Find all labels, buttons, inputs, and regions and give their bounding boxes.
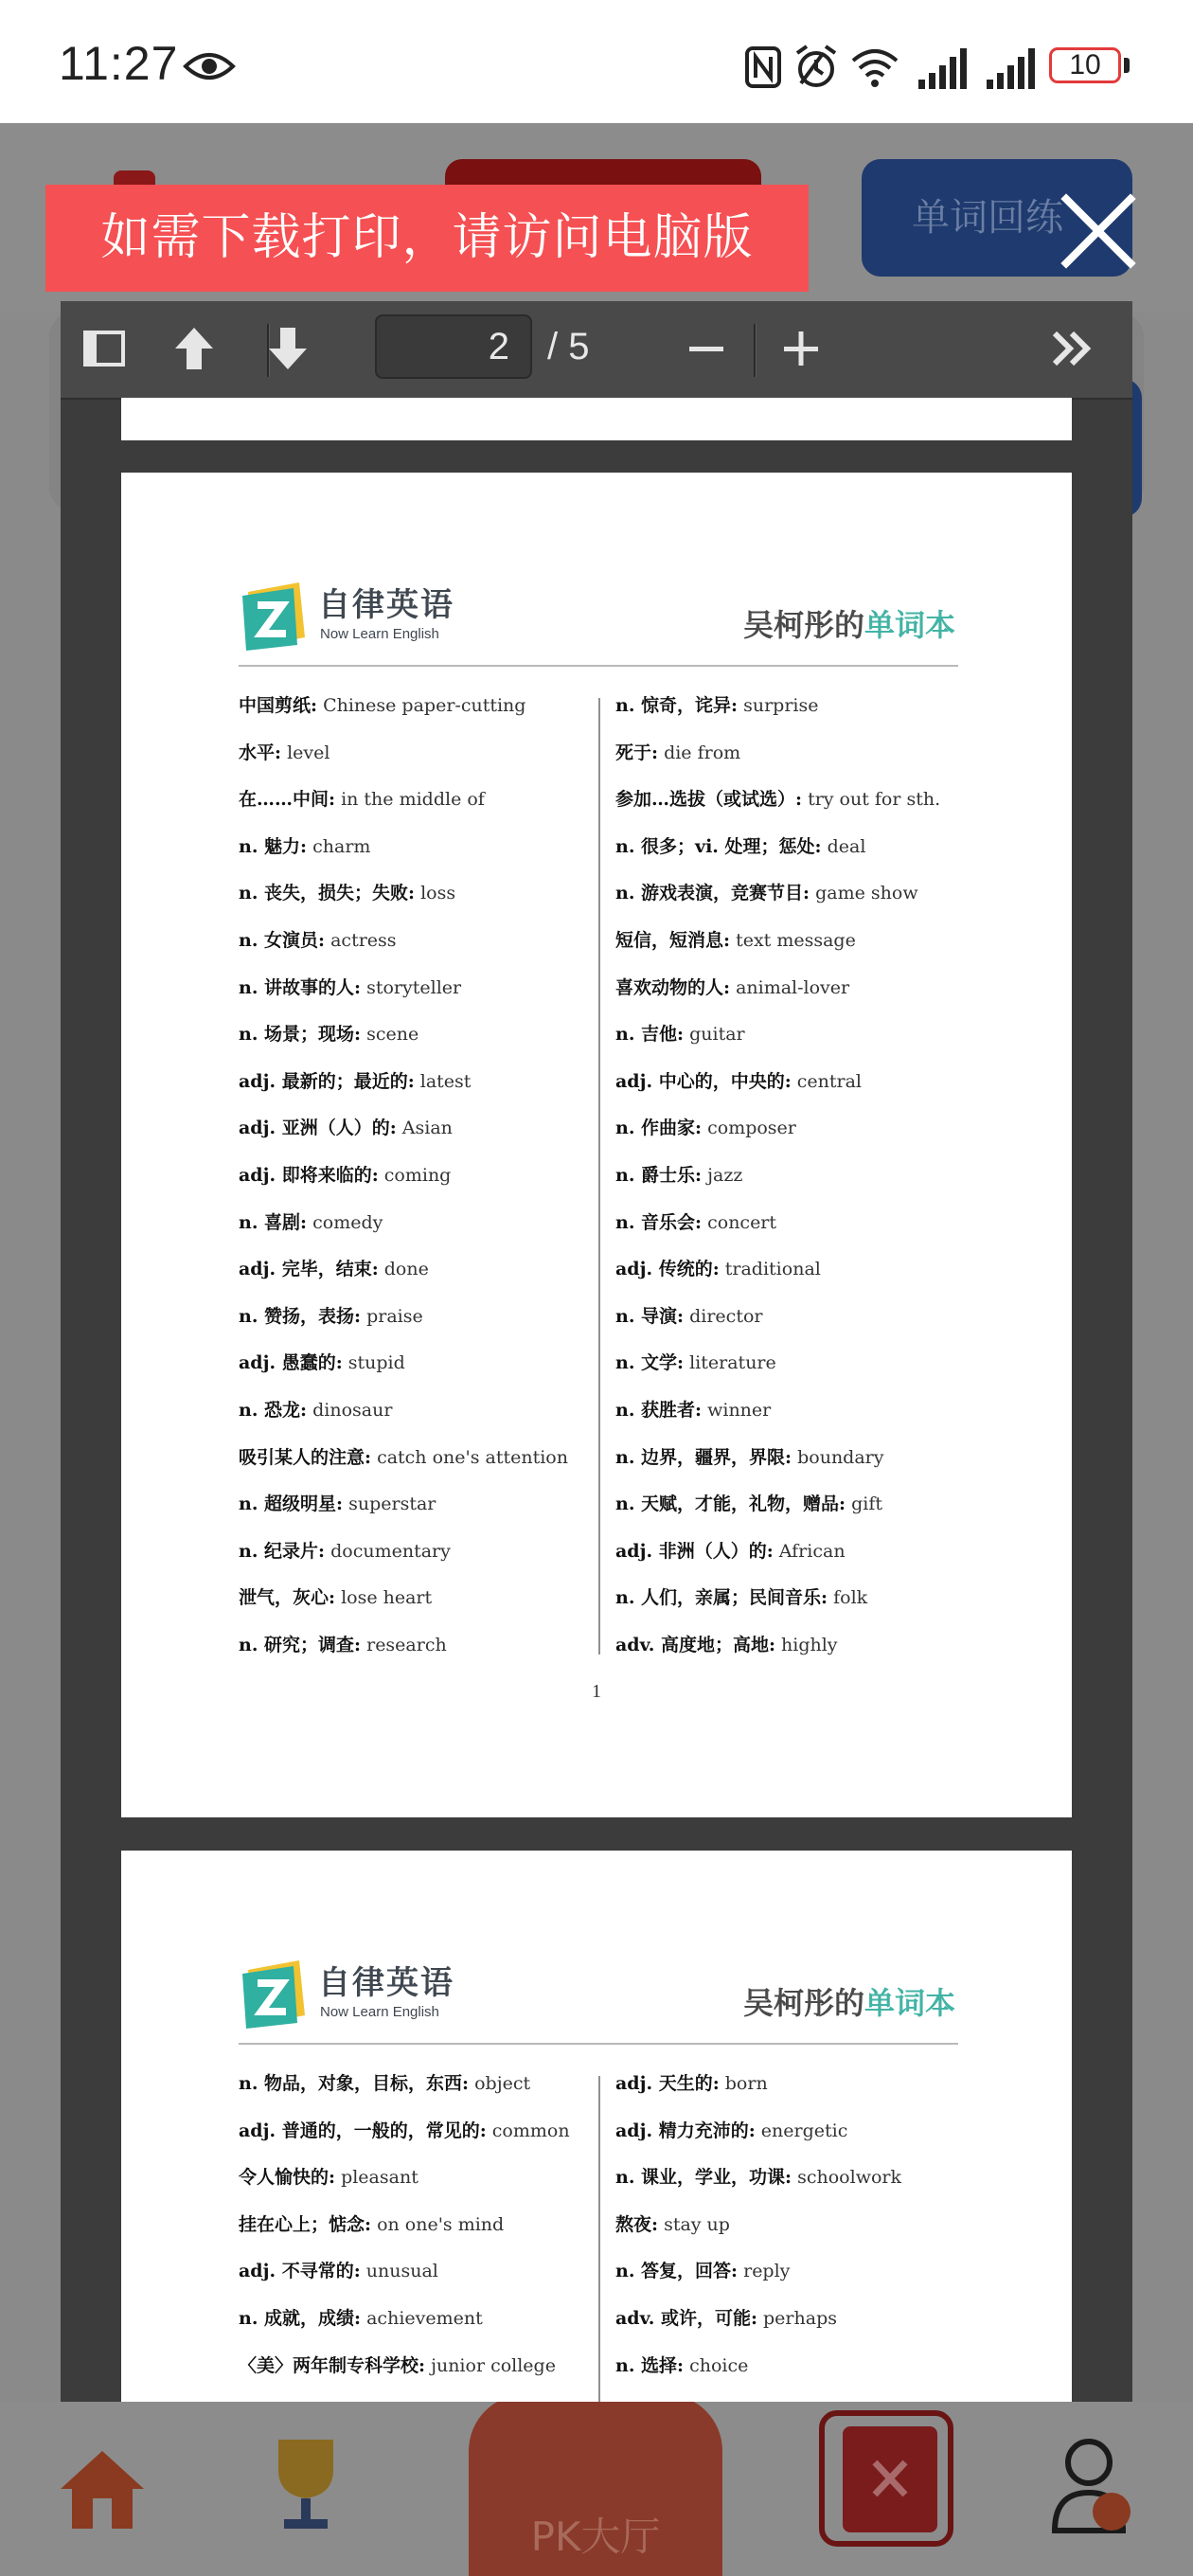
pdf-toolbar [61,301,1132,400]
vocab-word: loss [420,883,456,904]
eye-icon [183,49,236,83]
brand-logo [239,1955,466,2032]
header-rule [239,665,958,667]
vocab-entry [615,2061,1032,2108]
column-divider [598,698,600,1655]
vocab-meaning: adj. 精力充沛的: [615,2120,756,2141]
download-notice-banner: 如需下载打印，请访问电脑版 [45,185,809,292]
vocab-word: central [796,1070,863,1092]
pk-hall-label: PK大厅 [530,2513,661,2560]
vocab-meaning: 参加…选拔（或试选）: [615,789,803,811]
wordbook-label: 单词本 [864,607,955,643]
vocab-entry [239,1059,589,1106]
vocab-entry [239,1575,589,1622]
vocab-word: dinosaur [312,1399,393,1421]
vocab-meaning: 熬夜: [615,2213,659,2235]
vocab-column-right [615,683,1032,1669]
page-total: / 5 [547,326,590,367]
wordbook-label: 单词本 [864,1985,955,2021]
vocab-word: boundary [797,1446,884,1468]
vocab-entry [615,1435,1032,1482]
profile-icon[interactable] [1047,2432,1138,2538]
pdf-page-next [121,1851,1072,2402]
vocab-entry [239,1481,589,1529]
vocab-entry [615,2248,1032,2296]
vocab-word: junior college [431,2354,556,2376]
vocab-word: unusual [365,2261,438,2282]
vocab-entry [615,1105,1032,1153]
pdf-viewer [61,301,1132,2402]
vocab-meaning: n. 导演: [615,1305,685,1327]
vocab-word: storyteller [366,976,462,998]
vocab-meaning: n. 恐龙: [239,1399,308,1421]
vocab-word: pleasant [341,2167,418,2189]
vocab-word: stupid [347,1352,405,1374]
signal-icon [985,44,1036,91]
vocab-meaning: 泄气，灰心: [239,1587,336,1609]
vocab-entry [239,1622,589,1670]
vocab-word: coming [383,1164,452,1186]
header-rule [239,2043,958,2045]
vocab-meaning: n. 女演员: [239,929,326,951]
zoom-in-icon[interactable] [773,320,829,377]
vocab-word: done [383,1259,429,1280]
vocab-entry [239,1529,589,1576]
vocab-entry [615,1294,1032,1341]
brand-logo [239,577,466,654]
brand-name: 自律英语 [318,586,454,624]
wordbook-icon[interactable] [816,2407,956,2549]
vocab-entry [239,777,589,824]
pk-hall-tab[interactable] [469,2394,722,2576]
vocab-meaning: n. 惊奇，诧异: [615,695,739,716]
vocab-word: energetic [760,2120,848,2141]
vocab-word: die from [664,742,741,763]
vocab-word: reply [743,2261,791,2282]
vocab-meaning: adj. 愚蠢的: [239,1352,343,1374]
vocab-entry [239,2343,589,2390]
nfc-icon [744,44,782,91]
vocab-entry [239,965,589,1012]
vocab-meaning: 死于: [615,742,659,763]
vocab-meaning: n. 作曲家: [615,1118,703,1139]
vocab-meaning: 挂在心上；惦念: [239,2213,372,2235]
vocab-meaning: 喜欢动物的人: [615,976,731,998]
vocab-entry [615,870,1032,918]
vocab-entry [615,1575,1032,1622]
vocab-entry [239,1246,589,1294]
vocab-meaning: adj. 完毕，结束: [239,1259,379,1280]
vocab-meaning: n. 魅力: [239,835,308,857]
vocab-entry [239,1200,589,1247]
vocab-word: research [366,1634,447,1655]
vocab-entry [239,683,589,730]
vocab-entry [615,2296,1032,2343]
status-bar [0,0,1193,123]
status-time: 11:27 [59,37,179,90]
brand-tagline: Now Learn English [320,2004,439,2020]
previous-page-icon[interactable] [166,320,223,377]
vocab-meaning: n. 音乐会: [615,1211,703,1233]
vocab-meaning: n. 讲故事的人: [239,976,362,998]
vocab-column-right [615,2061,1032,2389]
vocab-meaning: n. 边界，疆界，界限: [615,1446,792,1468]
vocab-entry [239,730,589,778]
vocab-meaning: adv. 或许，可能: [615,2307,757,2329]
vocab-entry [615,1622,1032,1670]
vocab-word: documentary [330,1540,451,1562]
vocab-entry [615,1529,1032,1576]
vocab-word: literature [689,1352,776,1374]
vocab-entry [615,2155,1032,2202]
vocab-meaning: n. 丧失，损失；失败: [239,883,416,904]
vocab-word: Asian [401,1118,453,1139]
vocab-meaning: adj. 传统的: [615,1259,720,1280]
vocab-word: African [778,1540,846,1562]
wifi-icon [850,44,899,91]
vocab-word: catch one's attention [377,1446,568,1468]
vocab-meaning: 中国剪纸: [239,695,318,716]
z-logo-icon [239,1957,309,2030]
next-page-icon[interactable] [259,320,316,377]
close-icon[interactable] [1059,191,1138,271]
vocab-word: try out for sth. [808,789,941,811]
vocab-word: choice [689,2354,749,2376]
vocab-word: on one's mind [377,2213,505,2235]
vocab-entry [239,1435,589,1482]
vocab-entry [239,1294,589,1341]
wordbook-owner [743,1979,955,2023]
vocab-entry [239,2061,589,2108]
pdf-page-previous [121,398,1072,440]
vocab-entry [239,1340,589,1387]
vocab-entry [615,2343,1032,2390]
vocab-meaning: adj. 天生的: [615,2073,720,2094]
vocab-word: lose heart [341,1587,433,1609]
vocab-meaning: 〈美〉两年制专科学校: [239,2354,426,2376]
column-divider [598,2076,600,2402]
vocab-meaning: adj. 中心的，中央的: [615,1070,792,1092]
vocab-entry [615,683,1032,730]
vocab-meaning: n. 场景；现场: [239,1024,362,1046]
vocab-word: folk [833,1587,868,1609]
vocab-meaning: n. 赞扬，表扬: [239,1305,362,1327]
vocab-meaning: n. 物品，对象，目标，东西: [239,2073,470,2094]
vocab-word: stay up [664,2213,730,2235]
vocab-meaning: 水平: [239,742,282,763]
vocab-entry [615,1387,1032,1435]
vocab-entry [615,918,1032,965]
vocab-word: concert [707,1211,777,1233]
vocab-word: Chinese paper-cutting [323,695,526,716]
vocab-meaning: n. 选择: [615,2354,685,2376]
vocab-entry [615,1200,1032,1247]
vocab-word: highly [781,1634,838,1655]
wordbook-owner [743,601,955,645]
more-tools-icon[interactable] [1045,320,1102,377]
vocab-entry [615,2202,1032,2249]
vocab-word: traditional [724,1259,821,1280]
vocab-meaning: adj. 不寻常的: [239,2261,361,2282]
vocab-meaning: n. 研究；调查: [239,1634,362,1655]
vocab-entry [615,1481,1032,1529]
vocab-entry [239,1105,589,1153]
vocab-word: superstar [348,1494,436,1515]
vocab-entry [239,2155,589,2202]
vocab-meaning: adv. 高度地；高地: [615,1634,775,1655]
vocab-word: level [287,742,330,763]
vocab-meaning: 在……中间: [239,789,336,811]
brand-tagline: Now Learn English [320,626,439,642]
vocab-meaning: n. 吉他: [615,1024,685,1046]
owner-name: 吴柯彤的 [742,607,864,643]
vocab-entry [239,918,589,965]
vocab-word: born [724,2073,768,2094]
vocab-word: schoolwork [797,2167,901,2189]
trophy-icon[interactable] [265,2432,347,2536]
vocab-entry [615,1011,1032,1059]
sidebar-toggle-icon[interactable] [76,320,133,377]
vocab-entry [615,730,1032,778]
vocab-column-left [239,683,589,1669]
pdf-page [121,473,1072,1817]
vocab-entry [615,2108,1032,2156]
page-number: 1 [592,1681,601,1702]
vocab-word: surprise [743,695,819,716]
owner-name: 吴柯彤的 [742,1985,864,2021]
vocab-word: scene [366,1024,419,1046]
home-icon[interactable] [53,2443,151,2534]
vocab-meaning: n. 游戏表演，竞赛节目: [615,883,810,904]
vocab-meaning: n. 获胜者: [615,1399,703,1421]
vocab-entry [615,1059,1032,1106]
vocab-word: gift [851,1494,883,1515]
vocab-column-left [239,2061,589,2389]
vocab-meaning: n. 爵士乐: [615,1164,703,1186]
alarm-icon [793,44,839,91]
signal-icon [917,44,968,91]
vocab-meaning: n. 喜剧: [239,1211,308,1233]
vocab-entry [239,1387,589,1435]
vocab-word: animal-lover [736,976,850,998]
vocab-entry [615,1246,1032,1294]
page-number-input[interactable]: 2 [375,314,532,379]
vocab-meaning: n. 课业，学业，功课: [615,2167,792,2189]
vocab-word: winner [707,1399,772,1421]
vocab-word: perhaps [763,2307,837,2329]
vocab-meaning: n. 纪录片: [239,1540,326,1562]
zoom-out-icon[interactable] [678,320,735,377]
vocab-entry [615,965,1032,1012]
vocab-entry [615,824,1032,871]
vocab-word: charm [312,835,371,857]
z-logo-icon [239,579,309,653]
vocab-meaning: 吸引某人的注意: [239,1446,372,1468]
vocab-entry [615,1153,1032,1200]
vocab-word: achievement [366,2307,483,2329]
vocab-entry [615,1340,1032,1387]
vocab-meaning: n. 文学: [615,1352,685,1374]
vocab-word: guitar [689,1024,745,1046]
vocab-meaning: adj. 即将来临的: [239,1164,379,1186]
battery-level: 10 [1069,49,1101,80]
vocab-word: actress [330,929,397,951]
vocab-entry [239,870,589,918]
vocab-entry [239,2202,589,2249]
brand-name: 自律英语 [318,1964,454,2002]
vocab-word: praise [366,1305,423,1327]
vocab-entry [239,1153,589,1200]
vocab-entry [239,2248,589,2296]
vocab-word: director [689,1305,763,1327]
vocab-word: common [491,2120,570,2141]
vocab-meaning: n. 很多；vi. 处理；惩处: [615,835,822,857]
vocab-word: composer [707,1118,796,1139]
vocab-meaning: 短信，短消息: [615,929,731,951]
vocab-word: text message [736,929,856,951]
vocab-entry [239,1011,589,1059]
vocab-word: jazz [707,1164,743,1186]
vocab-meaning: adj. 非洲（人）的: [615,1540,774,1562]
vocab-word: object [474,2073,531,2094]
word-practice-button[interactable]: 单词回练 [862,159,1132,277]
vocab-word: latest [419,1070,472,1092]
vocab-meaning: adj. 亚洲（人）的: [239,1118,397,1139]
vocab-meaning: n. 答复，回答: [615,2261,739,2282]
vocab-meaning: n. 人们，亲属；民间音乐: [615,1587,828,1609]
vocab-word: comedy [312,1211,383,1233]
vocab-entry [615,777,1032,824]
vocab-meaning: 令人愉快的: [239,2167,336,2189]
vocab-entry [239,824,589,871]
vocab-meaning: adj. 普通的，一般的，常见的: [239,2120,487,2141]
vocab-meaning: n. 超级明星: [239,1494,344,1515]
vocab-word: game show [815,883,918,904]
vocab-meaning: n. 成就，成绩: [239,2307,362,2329]
vocab-word: in the middle of [341,789,485,811]
battery-icon [1049,44,1132,91]
vocab-meaning: adj. 最新的；最近的: [239,1070,415,1092]
vocab-entry [239,2108,589,2156]
vocab-word: deal [827,835,866,857]
vocab-meaning: n. 天赋，才能，礼物，赠品: [615,1494,846,1515]
vocab-entry [239,2296,589,2343]
